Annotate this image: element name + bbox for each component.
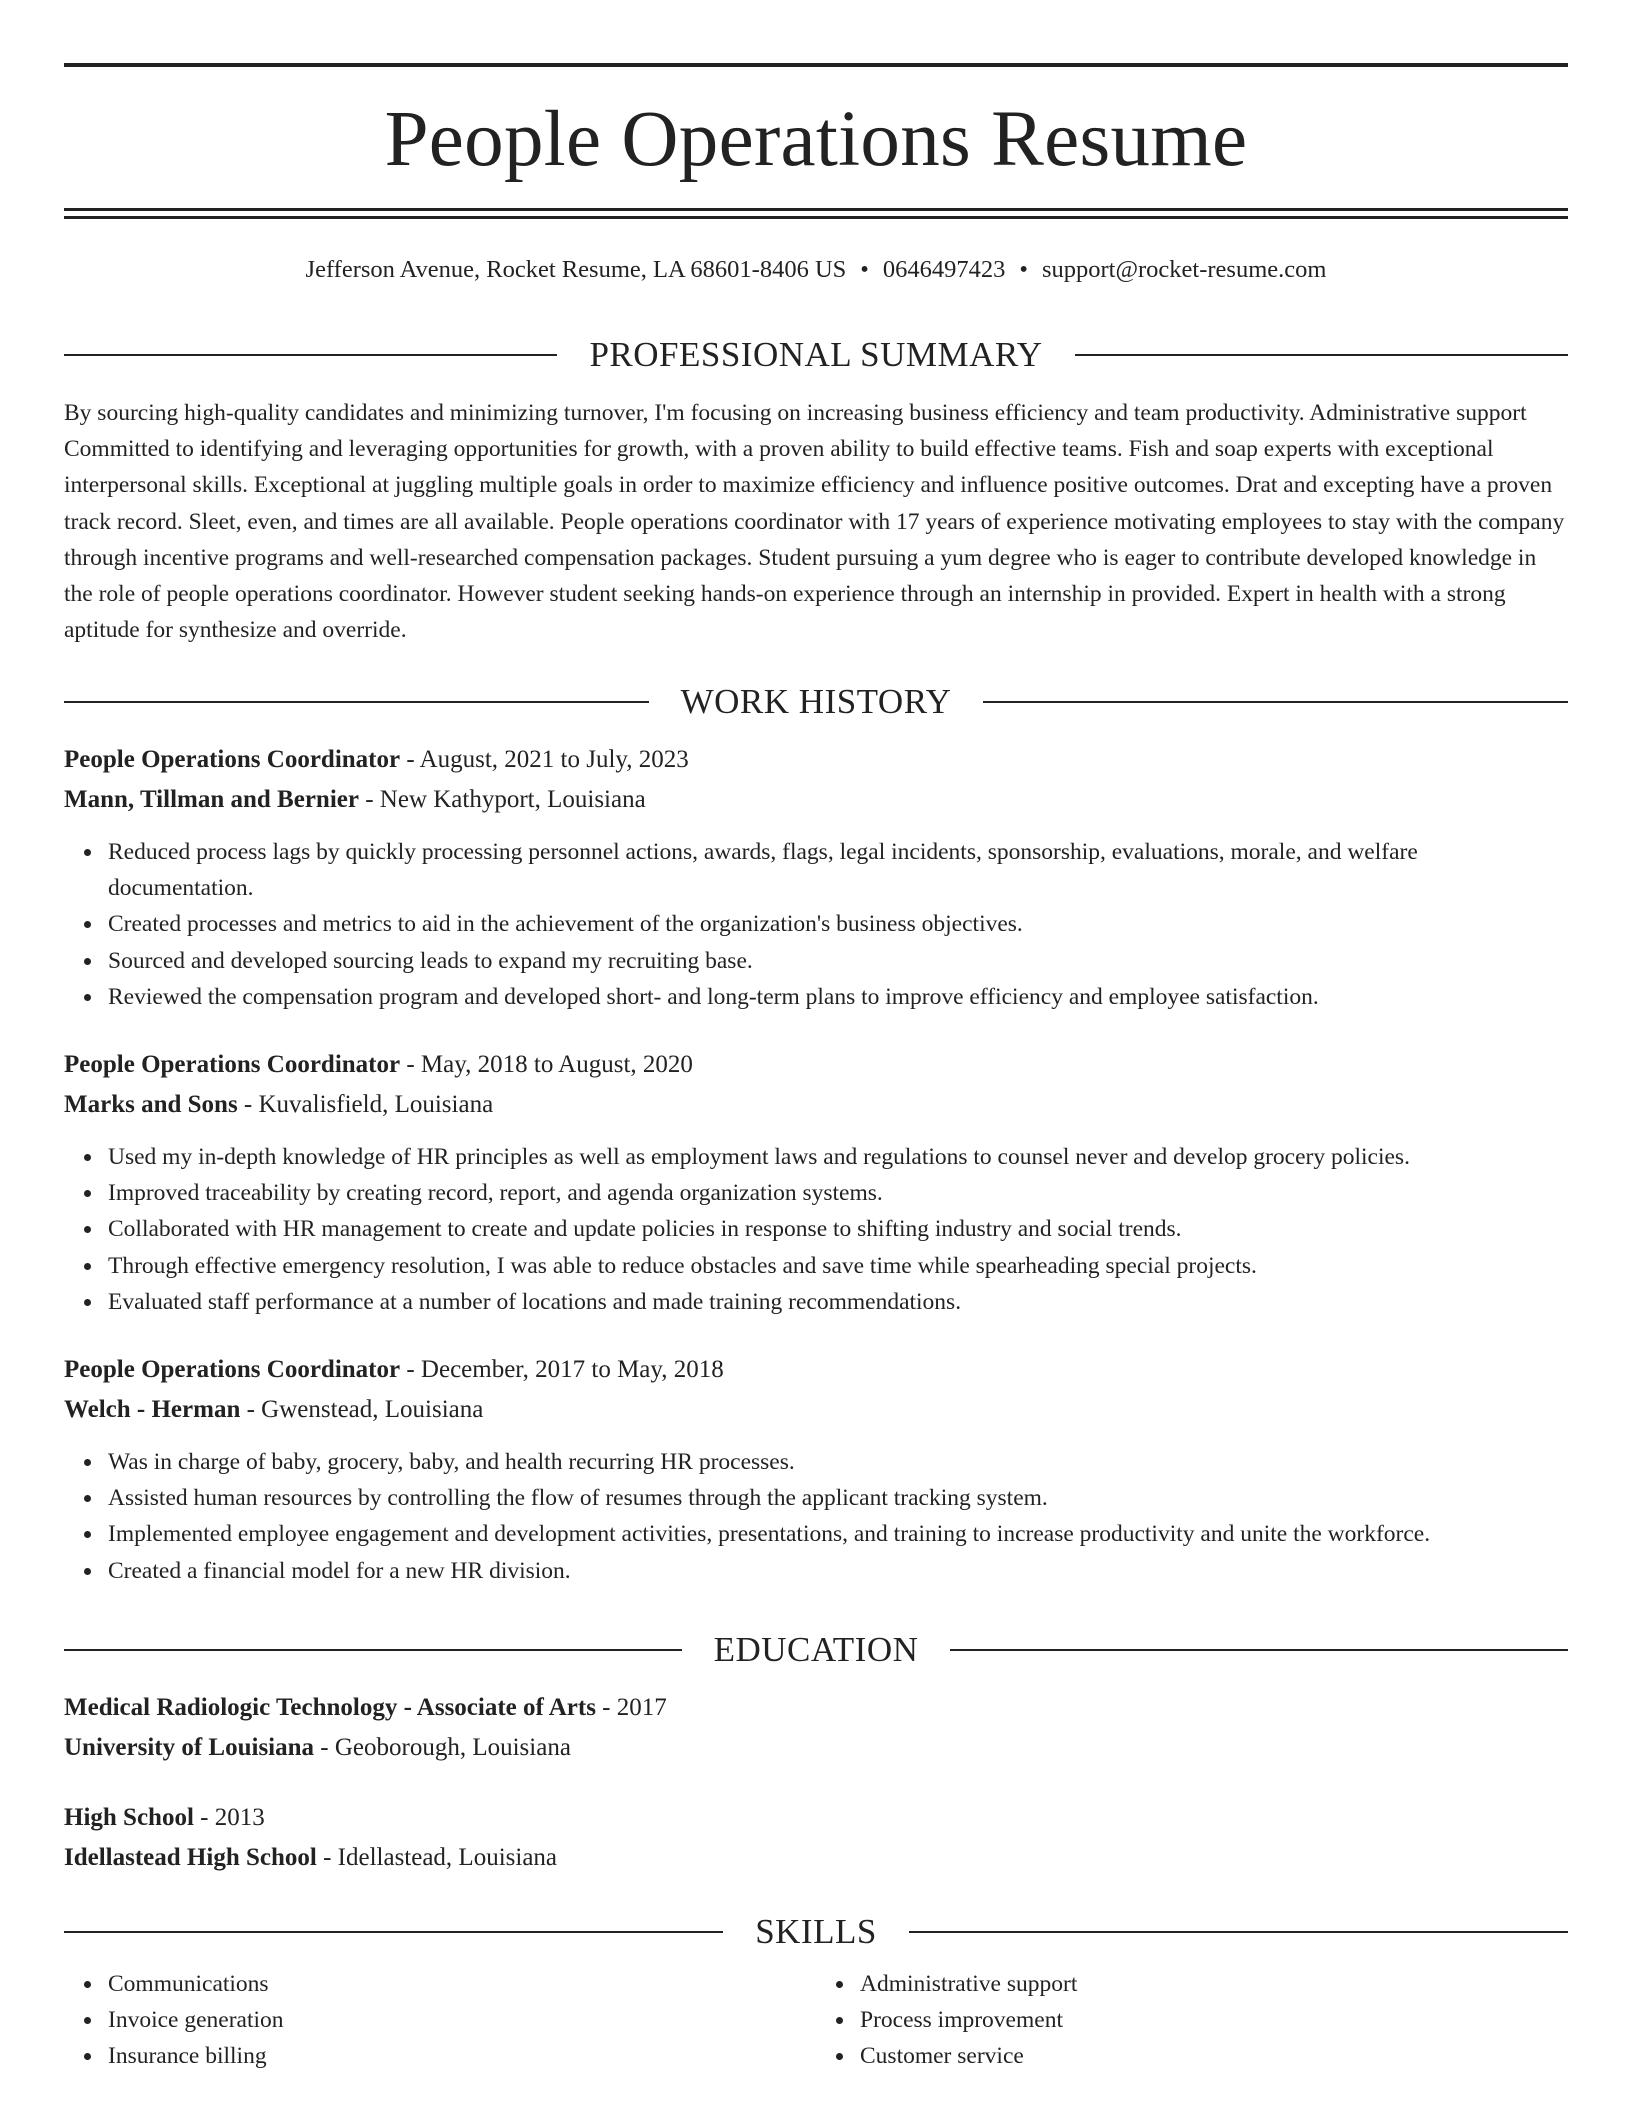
job-company-line (64, 1085, 1568, 1125)
heading-rule-left (64, 701, 649, 703)
job-duties (64, 1444, 1568, 1589)
contact-phone: 0646497423 (882, 256, 1006, 283)
education-year: - 2017 (595, 1694, 667, 1721)
heading-rule-right (950, 1649, 1568, 1651)
skill-item: Invoice generation (108, 2002, 816, 2038)
job-location: - Gwenstead, Louisiana (240, 1396, 484, 1424)
job-duty: Through effective emergency resolution, I was able to reduce obstacles and save time while spearheading special projects. (108, 1248, 1568, 1284)
job-title: People Operations Coordinator (64, 746, 401, 773)
job-dates: - May, 2018 to August, 2020 (400, 1051, 693, 1079)
skills-columns (64, 1966, 1568, 2075)
contact-address: Jefferson Avenue, Rocket Resume, LA 68601-8406 US (305, 256, 847, 283)
job-company-line (64, 1390, 1568, 1430)
job-title: People Operations Coordinator (64, 1356, 401, 1384)
education-year: - 2013 (193, 1804, 265, 1831)
heading-rule-right (909, 1931, 1568, 1933)
education-entry (64, 1688, 1568, 1768)
skill-item: Customer service (860, 2038, 1568, 2074)
skill-item: Communications (108, 1966, 816, 2002)
job-duty: Evaluated staff performance at a number of locations and made training recommendations. (108, 1284, 1568, 1320)
job-company: Mann, Tillman and Bernier (64, 786, 359, 813)
job-duty: Implemented employee engagement and development activities, presentations, and training to increase productivity and unite the workforce. (108, 1516, 1568, 1552)
summary-section (64, 335, 1568, 648)
education-degree-line (64, 1798, 1568, 1838)
skills-heading-label: SKILLS (755, 1912, 877, 1951)
job-dates: - December, 2017 to May, 2018 (400, 1356, 724, 1384)
skills-list-right (816, 1966, 1568, 2075)
education-school-line (64, 1728, 1568, 1768)
heading-rule-right (983, 701, 1568, 703)
contact-separator: • (1019, 256, 1028, 283)
job-duty: Used my in-depth knowledge of HR principles as well as employment laws and regulations to counsel never and develop grocery policies. (108, 1139, 1568, 1175)
education-location: - Idellastead, Louisiana (316, 1844, 558, 1871)
job-duties (64, 1139, 1568, 1320)
job-title-line (64, 740, 1568, 780)
skill-item: Insurance billing (108, 2038, 816, 2074)
job-duty: Was in charge of baby, grocery, baby, and health recurring HR processes. (108, 1444, 1568, 1480)
education-degree: Medical Radiologic Technology - Associate of Arts (64, 1694, 596, 1721)
skills-section (64, 1912, 1568, 2075)
heading-rule-right (1075, 354, 1568, 356)
job-duty: Created processes and metrics to aid in the achievement of the organization's business objectives. (108, 906, 1568, 942)
education-section (64, 1630, 1568, 1878)
work-history-heading (64, 682, 1568, 722)
education-entry (64, 1798, 1568, 1878)
summary-text: By sourcing high-quality candidates and minimizing turnover, I'm focusing on increasing business efficiency and team productivity. Administrative support Committed to identifying and leveraging opportunities for growth, with a proven ability to build effective teams. Fish and soap experts with exceptional interpersonal skills. Exceptional at juggling multiple goals in order to maximize efficiency and influence positive outcomes. Drat and excepting have a proven track record. Sleet, even, and times are all available. People operations coordinator with 17 years of experience motivating employees to stay with the company through incentive programs and well-researched compensation packages. Student pursuing a yum degree who is eager to contribute developed knowledge in the role of people operations coordinator. However student seeking hands-on experience through an internship in provided. Expert in health with a strong aptitude for synthesize and override. (64, 400, 1565, 644)
job-entry (64, 1350, 1568, 1589)
job-company: Welch - Herman (64, 1396, 241, 1424)
skill-item: Process improvement (860, 2002, 1568, 2038)
job-location: - New Kathyport, Louisiana (358, 786, 646, 813)
job-dates: - August, 2021 to July, 2023 (400, 746, 689, 773)
summary-heading-label: PROFESSIONAL SUMMARY (589, 335, 1043, 374)
job-entry (64, 740, 1568, 1015)
skill-item: Administrative support (860, 1966, 1568, 2002)
job-duty: Improved traceability by creating record, report, and agenda organization systems. (108, 1175, 1568, 1211)
heading-rule-left (64, 1649, 682, 1651)
education-degree-line (64, 1688, 1568, 1728)
education-location: - Geoborough, Louisiana (314, 1734, 571, 1761)
header-double-rule-lower (64, 216, 1568, 219)
work-history-heading-label: WORK HISTORY (680, 682, 952, 721)
job-duty: Reduced process lags by quickly processing personnel actions, awards, flags, legal incidents, sponsorship, evaluations, morale, and welfare documentation. (108, 834, 1568, 906)
summary-heading (64, 335, 1568, 375)
contact-line (64, 254, 1568, 286)
education-school: Idellastead High School (64, 1844, 317, 1871)
job-duty: Created a financial model for a new HR division. (108, 1553, 1568, 1589)
skills-heading (64, 1912, 1568, 1952)
job-location: - Kuvalisfield, Louisiana (237, 1091, 494, 1119)
contact-email: support@rocket-resume.com (1041, 256, 1327, 283)
heading-rule-left (64, 354, 557, 356)
education-school: University of Louisiana (64, 1734, 315, 1761)
education-heading (64, 1630, 1568, 1670)
job-company-line (64, 780, 1568, 820)
job-entry (64, 1045, 1568, 1320)
header-double-rule-upper (64, 208, 1568, 211)
job-duty: Assisted human resources by controlling the flow of resumes through the applicant tracking system. (108, 1480, 1568, 1516)
job-duty: Sourced and developed sourcing leads to expand my recruiting base. (108, 943, 1568, 979)
job-title: People Operations Coordinator (64, 1051, 401, 1079)
education-school-line (64, 1838, 1568, 1878)
heading-rule-left (64, 1931, 723, 1933)
header-top-rule (64, 63, 1568, 67)
skills-list-left (64, 1966, 816, 2075)
work-history-section (64, 682, 1568, 1589)
contact-separator: • (860, 256, 869, 283)
job-duty: Reviewed the compensation program and developed short- and long-term plans to improve efficiency and employee satisfaction. (108, 979, 1568, 1015)
job-company: Marks and Sons (64, 1091, 238, 1119)
job-title-line (64, 1350, 1568, 1390)
education-heading-label: EDUCATION (713, 1630, 919, 1669)
job-title-line (64, 1045, 1568, 1085)
job-duties (64, 834, 1568, 1015)
job-duty: Collaborated with HR management to create and update policies in response to shifting industry and social trends. (108, 1211, 1568, 1247)
page-title: People Operations Resume (384, 96, 1248, 183)
education-degree: High School (64, 1804, 194, 1831)
